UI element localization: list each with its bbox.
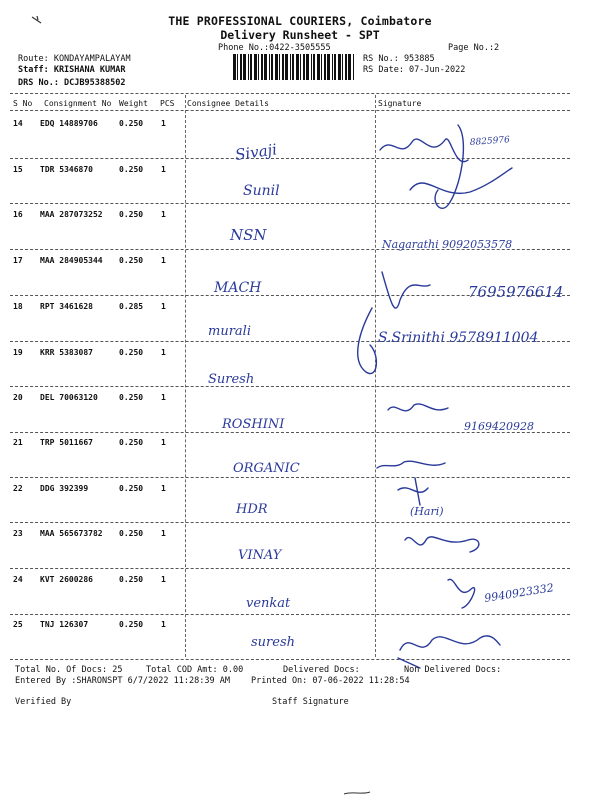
row-divider [10, 203, 570, 204]
staff-label: Staff: KRISHANA KUMAR [18, 65, 126, 75]
row-sno: 21 [13, 438, 23, 447]
row-sno: 22 [13, 484, 23, 493]
row-consignment: MAA 284905344 [40, 256, 103, 265]
consignee-name-16: NSN [230, 226, 267, 244]
col-header-signature: Signature [378, 99, 422, 108]
row-divider [10, 341, 570, 342]
consignee-name-21: ORGANIC [233, 461, 300, 476]
consignee-name-17: MACH [214, 280, 262, 296]
row-consignment: MAA 287073252 [40, 210, 103, 219]
row-weight: 0.250 [119, 529, 144, 538]
row-sno: 16 [13, 210, 23, 219]
row-weight: 0.250 [119, 165, 144, 174]
row-divider [10, 386, 570, 387]
row-sno: 23 [13, 529, 23, 538]
consignee-name-19: Suresh [208, 372, 255, 387]
consignee-name-22: HDR [236, 502, 268, 517]
row-weight: 0.250 [119, 348, 144, 357]
row-divider [10, 522, 570, 523]
row-weight: 0.250 [119, 256, 144, 265]
row-sno: 18 [13, 302, 23, 311]
row-sno: 19 [13, 348, 23, 357]
route-label: Route: KONDAYAMPALAYAM [18, 54, 131, 64]
column-divider [185, 95, 186, 657]
consignee-name-23: VINAY [238, 548, 282, 563]
document-title: THE PROFESSIONAL COURIERS, Coimbatore [168, 14, 432, 28]
page-number: Page No.:2 [448, 43, 500, 53]
rs-number: RS No.: 953885 [363, 54, 435, 64]
row-weight: 0.250 [119, 575, 144, 584]
consignee-name-25: suresh [251, 635, 295, 650]
row-pcs: 1 [161, 210, 166, 219]
row-weight: 0.250 [119, 210, 144, 219]
consignee-name-20: ROSHINI [222, 417, 285, 432]
row-pcs: 1 [161, 348, 166, 357]
row-divider [10, 568, 570, 569]
row-weight: 0.285 [119, 302, 144, 311]
barcode [232, 54, 356, 80]
row-sno: 20 [13, 393, 23, 402]
printed-on: Printed On: 07-06-2022 11:28:54 [251, 676, 410, 686]
document-subtitle: Delivery Runsheet - SPT [220, 28, 380, 42]
row-divider [10, 614, 570, 615]
table-top-border [10, 93, 570, 94]
row-consignment: RPT 3461628 [40, 302, 93, 311]
table-header-border [10, 110, 570, 111]
rs-date: RS Date: 07-Jun-2022 [363, 65, 466, 75]
col-header-pcs: PCS [160, 99, 175, 108]
non-delivered-docs: Non Delivered Docs: [404, 665, 502, 675]
row-pcs: 1 [161, 256, 166, 265]
row-divider [10, 158, 570, 159]
verified-by-label: Verified By [15, 697, 72, 707]
consignee-name-15: Sunil [243, 183, 280, 199]
staff-signature-label: Staff Signature [272, 697, 349, 707]
row-consignment: MAA 565673782 [40, 529, 103, 538]
signature-phone-20: 9169420928 [464, 420, 534, 433]
signature-text-18: S.Srinithi 9578911004 [378, 330, 539, 346]
row-divider [10, 432, 570, 433]
total-cod-amount: Total COD Amt: 0.00 [146, 665, 244, 675]
phone-number: Phone No.:0422-3505555 [218, 43, 331, 53]
row-pcs: 1 [161, 119, 166, 128]
row-weight: 0.250 [119, 393, 144, 402]
row-pcs: 1 [161, 620, 166, 629]
row-sno: 17 [13, 256, 23, 265]
row-pcs: 1 [161, 529, 166, 538]
delivered-docs: Delivered Docs: [283, 665, 360, 675]
drs-number: DRS No.: DCJB95388502 [18, 78, 126, 88]
row-divider [10, 477, 570, 478]
signature-phone-14: 8825976 [469, 135, 511, 148]
table-bottom-border [10, 659, 570, 660]
row-pcs: 1 [161, 165, 166, 174]
row-consignment: TRP 5011667 [40, 438, 93, 447]
row-pcs: 1 [161, 484, 166, 493]
row-weight: 0.250 [119, 119, 144, 128]
row-pcs: 1 [161, 438, 166, 447]
row-weight: 0.250 [119, 484, 144, 493]
row-pcs: 1 [161, 393, 166, 402]
col-header-consignment: Consignment No [44, 99, 112, 108]
row-weight: 0.250 [119, 438, 144, 447]
consignee-name-18: murali [208, 324, 251, 339]
row-consignment: DEL 70063120 [40, 393, 98, 402]
row-consignment: TDR 5346870 [40, 165, 93, 174]
row-divider [10, 249, 570, 250]
row-pcs: 1 [161, 302, 166, 311]
consignee-name-24: venkat [246, 596, 291, 611]
row-weight: 0.250 [119, 620, 144, 629]
row-sno: 24 [13, 575, 23, 584]
total-docs: Total No. Of Docs: 25 [15, 665, 123, 675]
col-header-consignee: Consignee Details [187, 99, 269, 108]
signature-text-16: Nagarathi 9092053578 [382, 238, 513, 251]
row-sno: 25 [13, 620, 23, 629]
row-sno: 14 [13, 119, 23, 128]
row-sno: 15 [13, 165, 23, 174]
row-consignment: KRR 5383087 [40, 348, 93, 357]
scan-mark-icon [342, 790, 372, 796]
entered-by: Entered By :SHARONSPT 6/7/2022 11:28:39 AM [15, 676, 230, 686]
row-consignment: EDQ 14889706 [40, 119, 98, 128]
row-consignment: KVT 2600286 [40, 575, 93, 584]
row-divider [10, 295, 570, 296]
column-divider [375, 95, 376, 657]
signature-phone-17: 7695976614 [468, 283, 564, 301]
signature-text-22: (Hari) [410, 505, 444, 518]
col-header-sno: S No [13, 99, 33, 108]
signature-scribbles [358, 125, 512, 668]
row-pcs: 1 [161, 575, 166, 584]
row-consignment: TNJ 126307 [40, 620, 89, 629]
col-header-weight: Weight [119, 99, 148, 108]
consignee-name-14: Sivaji [234, 140, 279, 164]
signature-phone-24: 9940923332 [483, 581, 555, 605]
row-consignment: DDG 392399 [40, 484, 89, 493]
